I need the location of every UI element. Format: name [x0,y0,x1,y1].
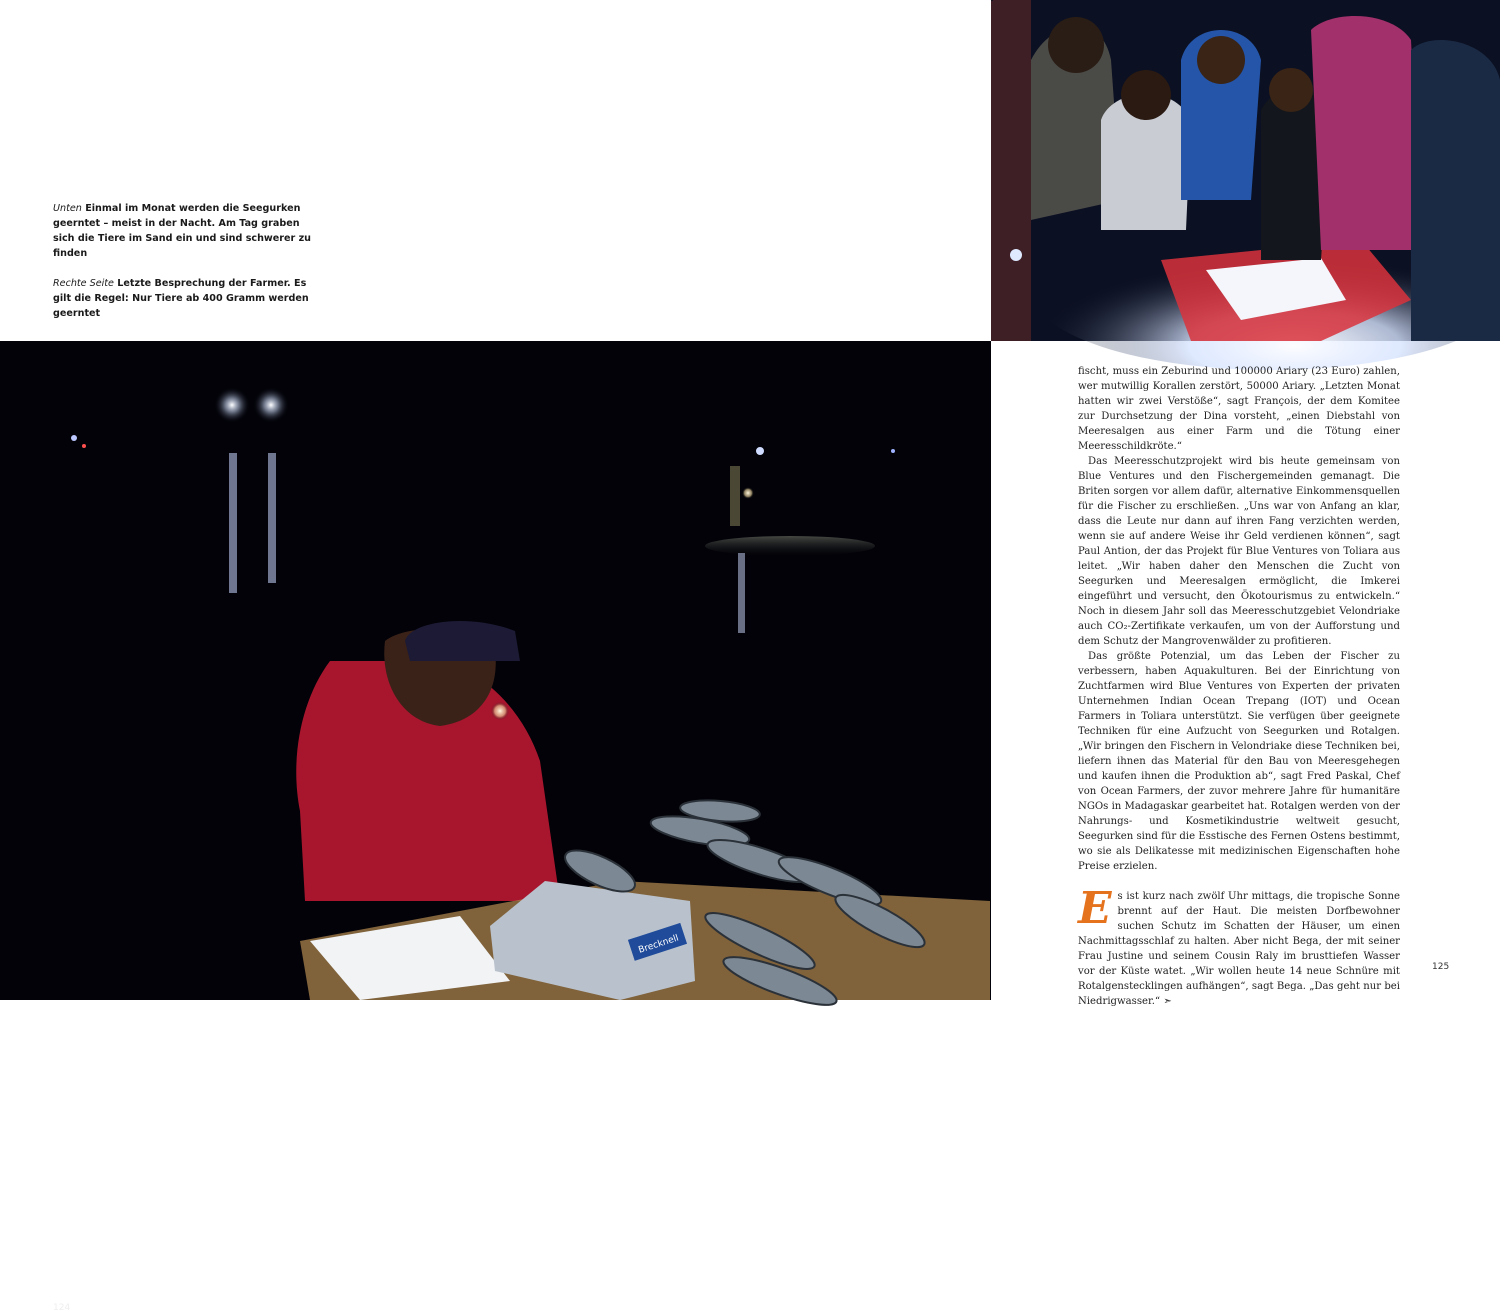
photo-captions [53,201,318,336]
folio-left: 124 [53,1303,71,1313]
article-paragraph: Das Meeresschutzprojekt wird bis heute gemeinsam von Blue Ventures und den Fischergemeinden gemanagt. Die Briten sorgen vor allem dafür, alternative Einkommensquellen für die Fischer zu erschließen. „Uns war von Anfang an klar, dass die Leute nur dann auf ihren Fang verzichten werden, wenn sie auf andere Weise ihr Geld verdienen können“, sagt Paul Antion, der das Projekt für Blue Ventures von Toliara aus leitet. „Wir haben daher den Menschen die Zucht von Seegurken und Meeresalgen ermöglicht, die Imkerei eingeführt und versucht, den Ökotourismus zu entwickeln.“ Noch in diesem Jahr soll das Meeresschutzgebiet Velondriake auch CO₂-Zertifikate verkaufen, um von der Aufforstung und dem Schutz der Mangrovenwälder zu profitieren. [1078,456,1400,647]
right-page [991,0,1500,1007]
article-paragraph: Das größte Potenzial, um das Leben der Fischer zu verbessern, haben Aquakulturen. Bei der Einrichtung von Zuchtfarmen wird Blue Ventures von Experten der privaten Unternehmen Indian Ocean Trepang (IOT) und Ocean Farmers in Toliara unterstützt. Sie verfügen über geeignete Techniken für eine Aufzucht von Seegurken und Rotalgen. „Wir bringen den Fischern in Velondriake diese Techniken bei, liefern ihnen das Material für den Bau von Meeresgehegen und kaufen ihnen die Produktion ab“, sagt Fred Paskal, Chef von Ocean Farmers, der zuvor mehrere Jahre für humanitäre NGOs in Madagaskar gearbeitet hat. Rotalgen werden von der Nahrungs- und Kosmetikindustrie weltweit gesucht, Seegurken sind für die Esstische des Fernen Ostens bestimmt, wo sie als Delikatesse mit medizinischen Eigenschaften hohe Preise erzielen. [1078,651,1400,872]
folio-right: 125 [1432,962,1450,972]
meeting-photo [991,0,1500,341]
caption-lead: Rechte Seite [53,278,114,289]
night-harvest-illustration [0,341,991,1000]
meeting-illustration [991,0,1500,341]
caption-text: Einmal im Monat werden die Seegurken geerntet – meist in der Nacht. Am Tag graben sich die Tiere im Sand ein und sind schwerer zu finden [53,203,312,259]
article-paragraph: s ist kurz nach zwölf Uhr mittags, die tropische Sonne brennt auf der Haut. Die meisten Dorfbewohner suchen Schutz im Schatten der Häuser, um einen Nachmittagsschlaf zu halten. Aber nicht Bega, der mit seiner Frau Justine und seinem Cousin Raly im brusttiefen Wasser vor der Küste watet. „Wir wollen heute 14 neue Schnüre mit Rotalgenstecklingen aufhängen“, sagt Bega. „Das geht nur bei Niedrigwasser.“ [1078,891,1400,1007]
night-harvest-photo [0,341,991,1313]
article-paragraph: fischt, muss ein Zeburind und 100000 Ariary (23 Euro) zahlen, wer mutwillig Korallen zerstört, 50000 Ariary. „Letzten Monat hatten wir zwei Verstöße“, sagt François, der dem Komitee zur Durchsetzung der Dina vorsteht, „einen Diebstahl von Meeresalgen aus einer Farm und die Tötung einer Meeresschildkröte.“ [1078,366,1400,452]
caption-text: Letzte Besprechung der Farmer. Es gilt die Regel: Nur Tiere ab 400 Gramm werden geerntet [53,278,309,319]
drop-cap: E [1078,883,1112,934]
end-arrow-icon: ➣ [1163,996,1172,1007]
caption-right-page [53,276,318,321]
scale-brand-label: Brecknell [637,933,681,956]
caption-lead: Unten [53,203,82,214]
article-body [1078,364,1400,1009]
article-section-opening [1078,883,1400,1009]
caption-below [53,201,318,261]
